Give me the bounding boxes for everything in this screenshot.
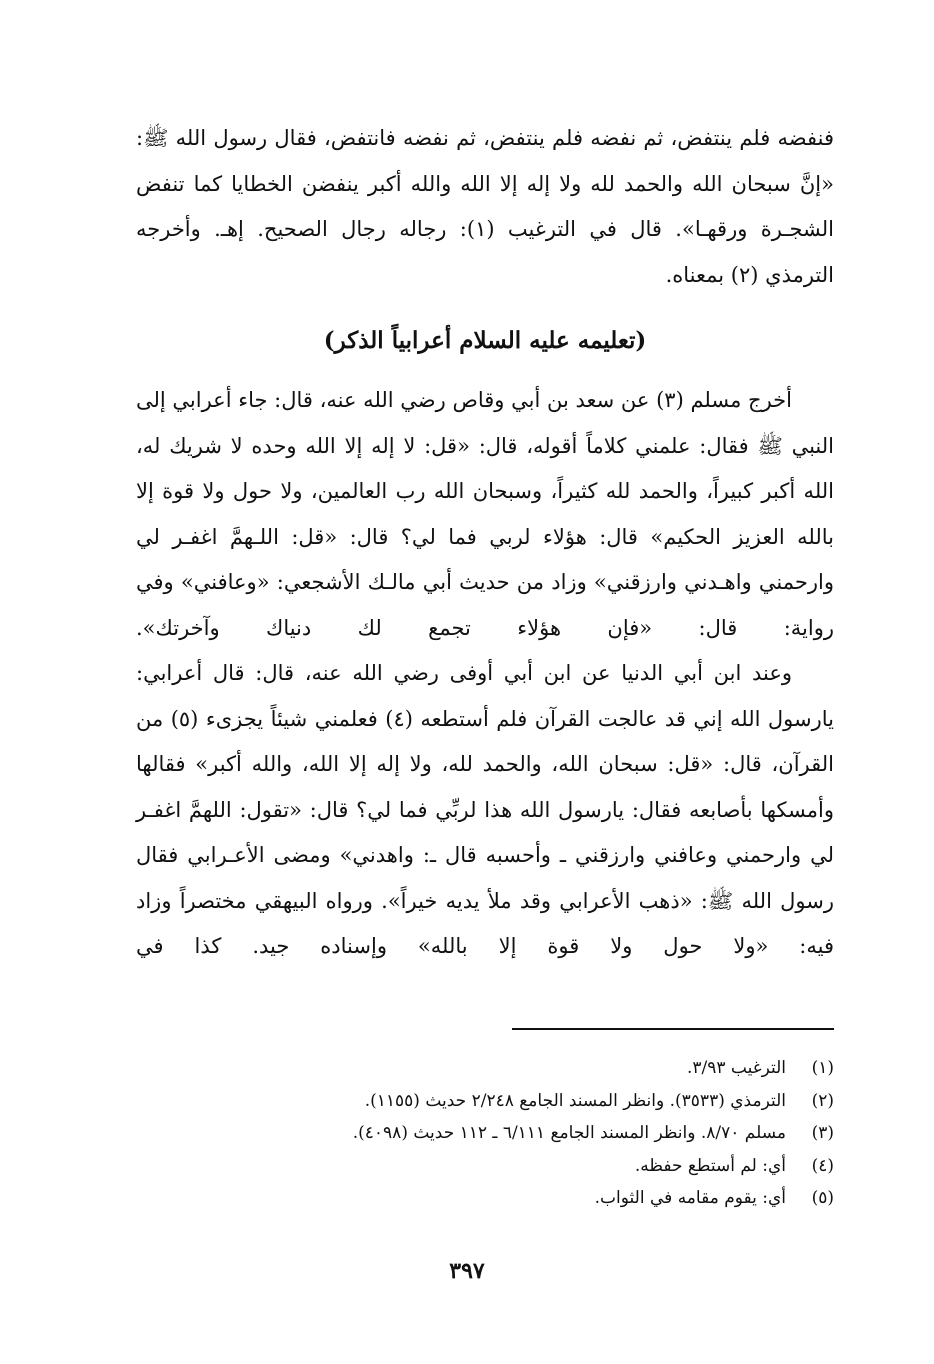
footnote-number: (٤) bbox=[811, 1155, 834, 1176]
footnote-text: أي: يقوم مقامه في الثواب. bbox=[594, 1188, 786, 1208]
footnotes-list bbox=[134, 1052, 834, 1215]
footnote-number: (١) bbox=[811, 1058, 834, 1078]
paragraph-muslim-narration: أخرج مسلم (٣) عن سعد بن أبي وقاص رضي الله عنه، قال: جاء أعرابي إلى النبي ﷺ فقال: علمني كلاماً أقوله، قال: «قل: لا إله إلا الله وحده لا شريك له، الله أكبر كبيراً، والحمد لله كثيراً، وسبحان الله رب العالمين، ولا حول ولا قوة إلا بالله العزيز الحكيم» قال: هؤلاء لربي فما لي؟ قال: «قل: اللـهمَّ اغفـر لي وارحمني واهـدني وارزقني» وزاد من حديث أبي مالـك الأشجعي: «وعافني» وفي رواية: قال: «فإن هؤلاء تجمع لك دنياك وآخرتك». bbox=[136, 388, 834, 640]
footnote-text: مسلم ٨/٧٠. وانظر المسند الجامع ٦/١١١ ـ ١١٢ حديث (٤٠٩٨). bbox=[352, 1123, 786, 1143]
footnote-item bbox=[134, 1150, 834, 1183]
page-number: ٣٩٧ bbox=[449, 1258, 485, 1284]
paragraph-continuation: فنفضه فلم ينتفض، ثم نفضه فلم ينتفض، ثم نفضه فانتفض، فقال رسول الله ﷺ: «إنَّ سبحان الله والحمد لله ولا إله إلا الله والله أكبر ينفضن الخطايا كما تنفض الشجـرة ورقهـا». قال في الترغيب (١): رجاله رجال الصحيح. إهـ. وأخرجه الترمذي (٢) بمعناه. bbox=[136, 126, 834, 287]
footnote-separator bbox=[512, 1028, 834, 1030]
footnote-text: أي: لم أستطع حفظه. bbox=[634, 1155, 786, 1176]
footnote-number: (٣) bbox=[811, 1123, 834, 1143]
footnote-text: الترمذي (٣٥٣٣). وانظر المسند الجامع ٢/٢٤٨ حديث (١١٥٥). bbox=[364, 1090, 786, 1111]
footnote-number: (٢) bbox=[811, 1090, 834, 1111]
footnote-text: الترغيب ٣/٩٣. bbox=[686, 1058, 786, 1078]
main-text bbox=[136, 116, 834, 970]
footnote-item bbox=[134, 1117, 834, 1150]
footnote-item bbox=[134, 1182, 834, 1215]
footnote-item bbox=[134, 1085, 834, 1118]
footnote-number: (٥) bbox=[811, 1188, 834, 1208]
footnote-item bbox=[134, 1052, 834, 1085]
section-heading: (تعليمه عليه السلام أعرابياً الذكر) bbox=[323, 327, 647, 354]
paragraph-ibn-abi-dunya-narration: وعند ابن أبي الدنيا عن ابن أبي أوفى رضي الله عنه، قال: قال أعرابي: يارسول الله إني قد عالجت القرآن فلم أستطعه (٤) فعلمني شيئاً يجزىء (٥) من القرآن، قال: «قل: سبحان الله، والحمد لله، ولا إله إلا الله، والله أكبر» فقالها وأمسكها بأصابعه فقال: يارسول الله هذا لربِّي فما لي؟ قال: «تقول: اللهمَّ اغفـر لي وارحمني وعافني وارزقني ـ وأحسبه قال ـ: واهدني» ومضى الأعـرابي فقال رسول الله ﷺ: «ذهب الأعرابي وقد ملأ يديه خيراً». ورواه البيهقي مختصراً وزاد فيه: «ولا حول ولا قوة إلا بالله» وإسناده جيد. كذا في bbox=[136, 661, 834, 958]
